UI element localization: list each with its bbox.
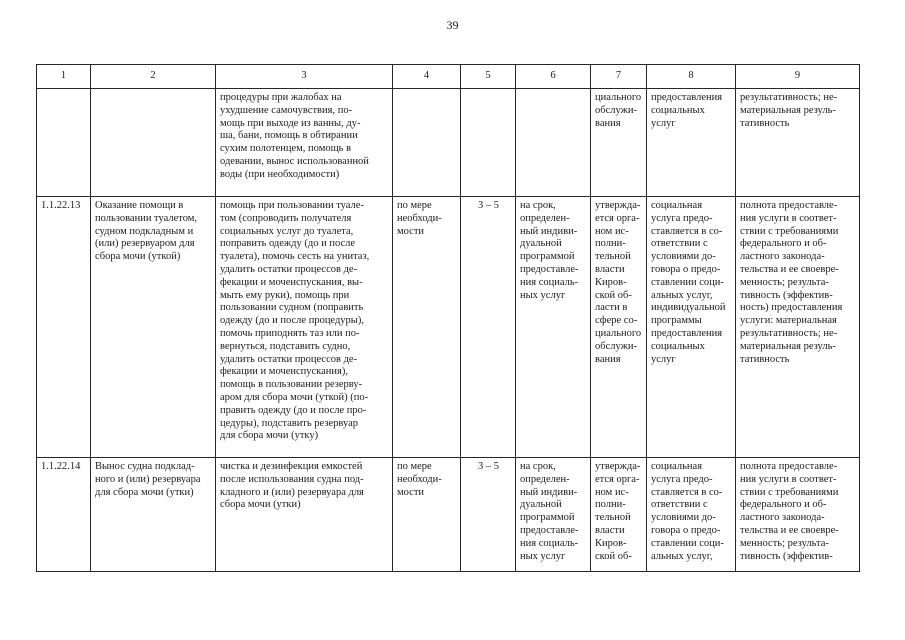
service-code: 1.1.22.14: [37, 458, 91, 572]
service-units: [461, 89, 516, 197]
header-col-7: 7: [591, 65, 647, 89]
header-col-2: 2: [91, 65, 216, 89]
service-approval: утвержда- ется орга- ном ис- полни- тельной власти Киров- ской об- ласти в сфере со- циального обслужи- вания: [591, 197, 647, 458]
header-col-4: 4: [393, 65, 461, 89]
service-term: на срок, определен- ный индиви- дуальной программой предоставле- ния социаль- ных услуг: [516, 458, 591, 572]
service-approval: утвержда- ется орга- ном ис- полни- тельной власти Киров- ской об-: [591, 458, 647, 572]
service-description: чистка и дезинфекция емкостей после использования судна под- кладного и (или) резервуара для сбора мочи (утки): [216, 458, 393, 572]
service-term: на срок, определен- ный индиви- дуальной программой предоставле- ния социаль- ных услуг: [516, 197, 591, 458]
service-frequency: по мере необходи- мости: [393, 458, 461, 572]
services-table: [36, 64, 860, 572]
service-quality: полнота предоставле- ния услуги в соответ- ствии с требованиями федерального и об- ластного законода- тельства и ее своевре- менность; результа- тивность (эффектив- ность) предоставления услуги: материальная результативность; не- материальная резуль- тативность: [736, 197, 860, 458]
service-name: [91, 89, 216, 197]
service-frequency: [393, 89, 461, 197]
table-row: [37, 197, 860, 458]
header-col-9: 9: [736, 65, 860, 89]
service-description: помощь при пользовании туале- том (сопроводить получателя социальных услуг до туалета, поправить одежду (до и после туалета), помочь сесть на унитаз, удалить остатки процессов де- фекации и мочеиспускания, вы- мыть ему руки), помощь при пользовании судном (поправить одежду (до и после процедуры), помочь приподнять таз или по- вернуться, подставить судно, удалить остатки процессов де- фекации и мочеиспускания), помощь в пользовании резерву- аром для сбора мочи (уткой) (по- править одежду (до и после про- цедуры), подставить резервуар для сбора мочи (утку): [216, 197, 393, 458]
service-conditions: социальная услуга предо- ставляется в со- ответствии с условиями до- говора о предо- ставлении соци- альных услуг, индивидуальной программы предоставления социальных услуг: [647, 197, 736, 458]
header-col-1: 1: [37, 65, 91, 89]
service-frequency: по мере необходи- мости: [393, 197, 461, 458]
service-approval: циального обслужи- вания: [591, 89, 647, 197]
service-code: 1.1.22.13: [37, 197, 91, 458]
service-code: [37, 89, 91, 197]
header-col-8: 8: [647, 65, 736, 89]
service-name: Вынос судна подклад- ного и (или) резервуара для сбора мочи (утки): [91, 458, 216, 572]
service-quality: результативность; не- материальная резуль- тативность: [736, 89, 860, 197]
table-row: [37, 458, 860, 572]
service-conditions: предоставления социальных услуг: [647, 89, 736, 197]
service-conditions: социальная услуга предо- ставляется в со- ответствии с условиями до- говора о предо- ставлении соци- альных услуг,: [647, 458, 736, 572]
service-quality: полнота предоставле- ния услуги в соответ- ствии с требованиями федерального и об- ластного законода- тельства и ее своевре- менность; результа- тивность (эффектив-: [736, 458, 860, 572]
table-row: [37, 89, 860, 197]
header-col-3: 3: [216, 65, 393, 89]
table-header-row: [37, 65, 860, 89]
header-col-5: 5: [461, 65, 516, 89]
service-units: 3 – 5: [461, 197, 516, 458]
service-term: [516, 89, 591, 197]
service-description: процедуры при жалобах на ухудшение самочувствия, по- мощь при выходе из ванны, ду- ша, бани, помощь в обтирании сухим полотенцем, помощь в одевании, вынос использованной воды (при необходимости): [216, 89, 393, 197]
page-number: 39: [446, 18, 459, 32]
service-name: Оказание помощи в пользовании туалетом, судном подкладным и (или) резервуаром для сбора мочи (уткой): [91, 197, 216, 458]
header-col-6: 6: [516, 65, 591, 89]
service-units: 3 – 5: [461, 458, 516, 572]
